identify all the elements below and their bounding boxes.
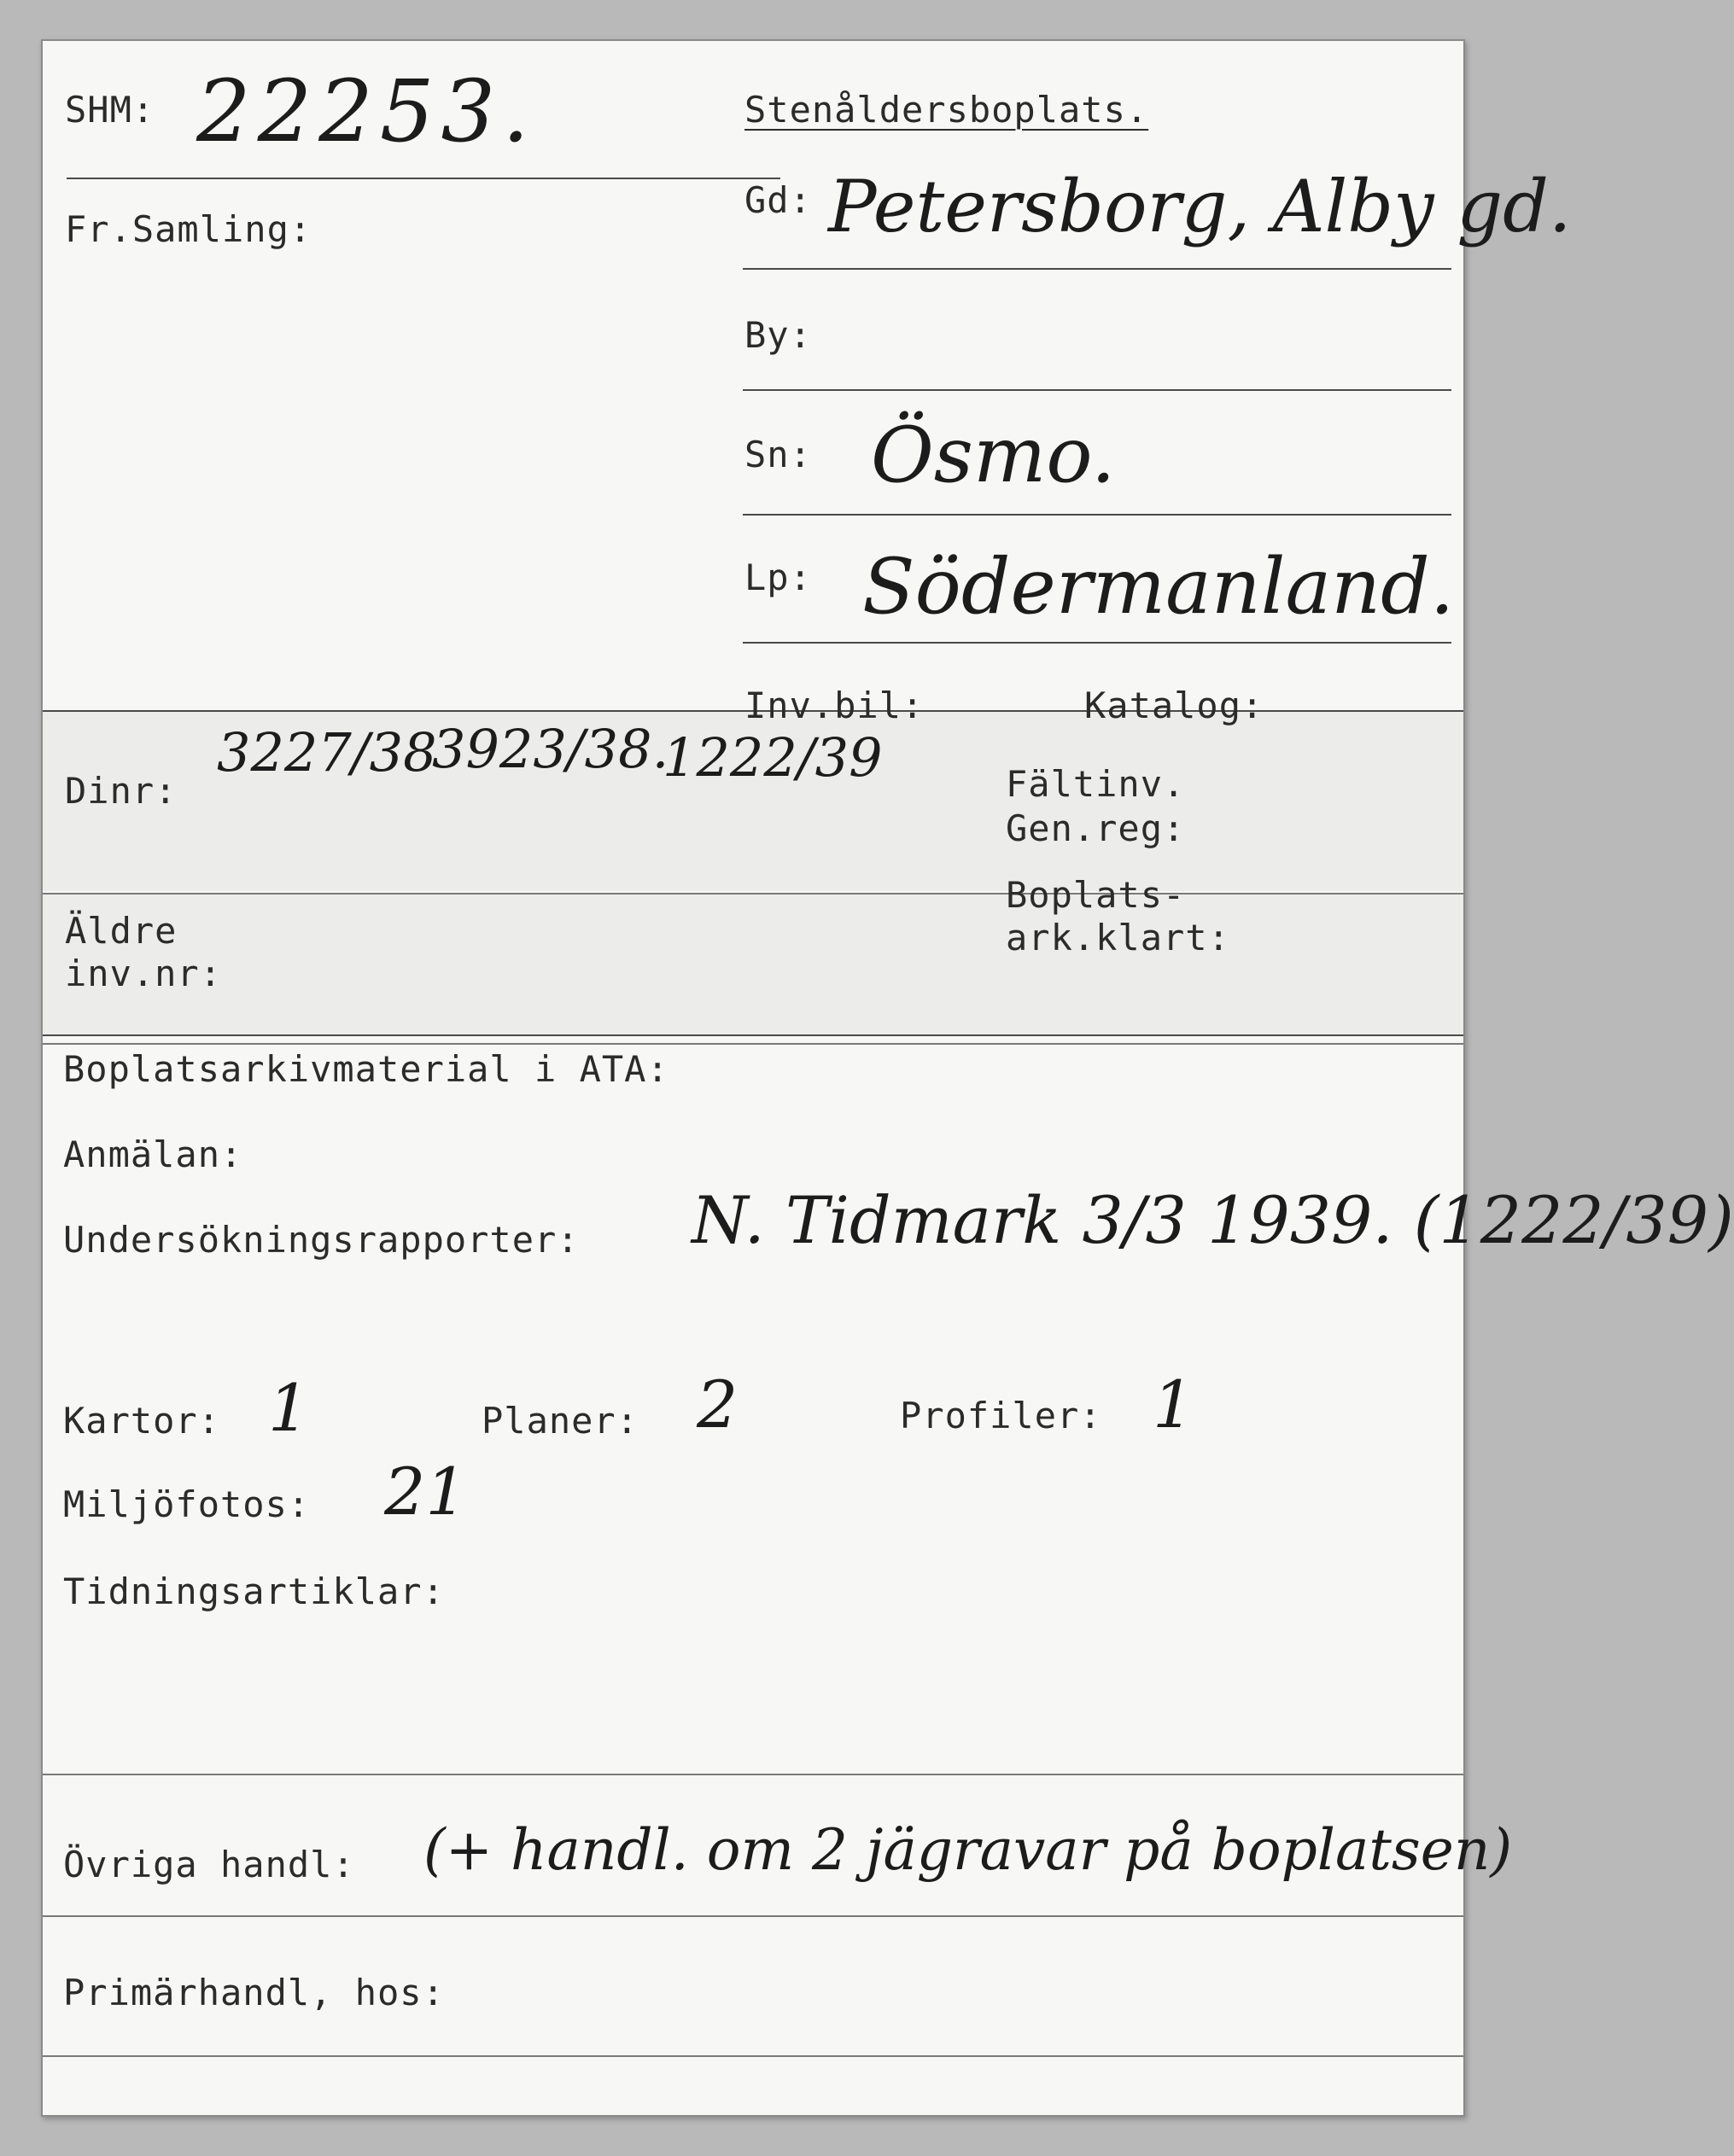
- aldre-label-1: Äldre: [65, 910, 178, 952]
- faltinv-label: Fältinv.: [1006, 763, 1186, 805]
- planer-value: 2: [697, 1366, 739, 1442]
- rule-dinr: [43, 893, 1463, 894]
- undersok-value: N. Tidmark 3/3 1939. (1222/39): [692, 1182, 1734, 1258]
- category-label: Stenåldersboplats.: [744, 89, 1149, 131]
- lp-label: Lp:: [744, 556, 812, 598]
- fr-samling-label: Fr.Samling:: [65, 208, 312, 250]
- rule-by: [743, 389, 1451, 391]
- rule-ovriga: [43, 1915, 1463, 1917]
- kartor-label: Kartor:: [63, 1400, 221, 1442]
- boplats-label-2: ark.klart:: [1006, 917, 1230, 959]
- rule-gd: [743, 268, 1451, 270]
- rule-shm: [67, 178, 780, 179]
- kartor-value: 1: [268, 1370, 310, 1446]
- sn-label: Sn:: [744, 434, 812, 475]
- shm-number: 22253.: [196, 61, 536, 161]
- sn-value: Ösmo.: [871, 411, 1116, 500]
- rule-primar: [43, 2055, 1463, 2057]
- miljofotos-value: 21: [384, 1454, 467, 1530]
- tidning-label: Tidningsartiklar:: [63, 1570, 445, 1612]
- rule-aldre-1: [43, 1034, 1463, 1036]
- miljofotos-label: Miljöfotos:: [63, 1483, 311, 1525]
- genreg-label: Gen.reg:: [1006, 807, 1186, 849]
- dinr-value-1: 3227/38: [217, 721, 437, 784]
- rule-sn: [743, 514, 1451, 516]
- rule-lp: [743, 642, 1451, 644]
- by-label: By:: [744, 314, 812, 356]
- aldre-label-2: inv.nr:: [65, 953, 223, 994]
- anmalan-label: Anmälan:: [63, 1133, 243, 1175]
- ovriga-label: Övriga handl:: [63, 1844, 355, 1885]
- rule-aldre-2: [43, 1043, 1463, 1045]
- dinr-value-2: 3923/38.: [432, 718, 669, 780]
- gd-label: Gd:: [744, 179, 812, 221]
- undersok-label: Undersökningsrapporter:: [63, 1219, 580, 1261]
- rule-tidning: [43, 1774, 1463, 1775]
- dinr-label: Dinr:: [65, 770, 178, 812]
- boplats-label-1: Boplats-: [1006, 874, 1186, 916]
- lp-value: Södermanland.: [862, 542, 1455, 632]
- catalog-card: [41, 39, 1734, 2117]
- archive-heading: Boplatsarkivmaterial i ATA:: [63, 1048, 669, 1090]
- profiler-label: Profiler:: [900, 1395, 1102, 1436]
- shm-label: SHM:: [65, 89, 155, 131]
- aldre-band: [43, 894, 1463, 1034]
- ovriga-value: (+ handl. om 2 jägravar på boplatsen): [423, 1817, 1513, 1883]
- primar-label: Primärhandl, hos:: [63, 1972, 445, 2013]
- gd-value: Petersborg, Alby gd.: [828, 165, 1572, 248]
- planer-label: Planer:: [482, 1400, 639, 1442]
- katalog-label: Katalog:: [1084, 685, 1264, 726]
- dinr-value-3: 1222/39: [663, 726, 883, 789]
- inv-bil-label: Inv.bil:: [744, 685, 925, 726]
- profiler-value: 1: [1153, 1366, 1194, 1442]
